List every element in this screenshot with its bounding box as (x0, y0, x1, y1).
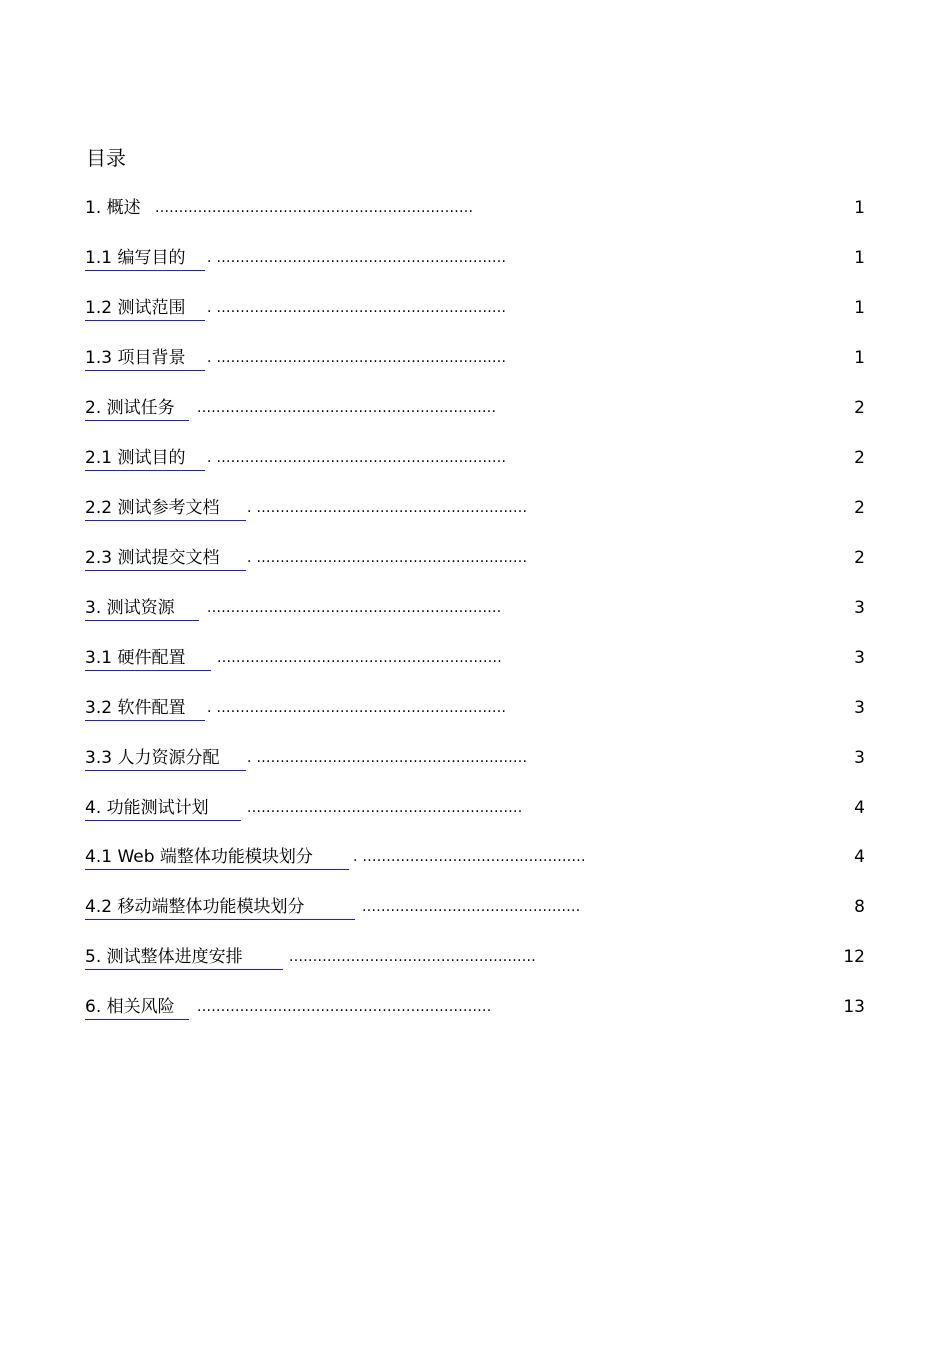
toc-entry-page-number: 1 (854, 298, 865, 318)
toc-entry-label[interactable]: 5. 测试整体进度安排 (85, 945, 283, 970)
toc-entry-page-number: 2 (854, 448, 865, 468)
toc-entry[interactable] (85, 596, 865, 620)
toc-entry-label[interactable]: 4.1 Web 端整体功能模块划分 (85, 845, 349, 870)
toc-entry (85, 196, 865, 220)
toc-entry-label[interactable]: 3. 测试资源 (85, 596, 199, 621)
toc-entry-leader-dots: ............................................................ (217, 650, 503, 666)
toc-entry-page-number: 1 (854, 198, 865, 218)
toc-entry-leader-dots: .............................................................. (197, 999, 492, 1015)
toc-entry[interactable] (85, 995, 865, 1019)
toc-entry-label[interactable]: 6. 相关风险 (85, 995, 189, 1020)
toc-entry-page-number: 3 (854, 698, 865, 718)
toc-entry-page-number: 3 (854, 598, 865, 618)
toc-entry-page-number: 3 (854, 648, 865, 668)
toc-entry-leader-dots: . ......................................................... (247, 550, 528, 566)
toc-entry[interactable] (85, 496, 865, 520)
toc-entry-page-number: 8 (854, 897, 865, 917)
toc-entry[interactable] (85, 346, 865, 370)
toc-entry-label[interactable]: 1.2 测试范围 (85, 296, 205, 321)
toc-entry-label[interactable]: 3.2 软件配置 (85, 696, 205, 721)
toc-entry-leader-dots: . ............................................................. (207, 700, 507, 716)
toc-entry-label[interactable]: 2.1 测试目的 (85, 446, 205, 471)
toc-entry-page-number: 12 (843, 947, 865, 967)
toc-entry-leader-dots: . ......................................................... (247, 500, 528, 516)
toc-entry-leader-dots: . ............................................................. (207, 250, 507, 266)
toc-entry[interactable] (85, 296, 865, 320)
toc-entry-label[interactable]: 1.1 编写目的 (85, 246, 205, 271)
toc-entry-page-number: 13 (843, 997, 865, 1017)
toc-entry-leader-dots: . ............................................................. (207, 450, 507, 466)
toc-entry-label[interactable]: 4. 功能测试计划 (85, 796, 241, 821)
toc-entry[interactable] (85, 845, 865, 869)
toc-entry-label: 1. 概述 (85, 198, 141, 218)
toc-entry-leader-dots: ............................................................... (197, 400, 497, 416)
toc-entry-label[interactable]: 2.3 测试提交文档 (85, 546, 246, 571)
toc-entry[interactable] (85, 546, 865, 570)
toc-entry[interactable] (85, 796, 865, 820)
toc-entry[interactable] (85, 746, 865, 770)
toc-entry-label[interactable]: 2. 测试任务 (85, 396, 189, 421)
toc-entry-leader-dots: .............................................. (362, 899, 581, 915)
toc-entry[interactable] (85, 945, 865, 969)
toc-entry-page-number: 2 (854, 498, 865, 518)
toc-entry-page-number: 2 (854, 548, 865, 568)
toc-entry[interactable] (85, 396, 865, 420)
toc-entry-page-number: 3 (854, 748, 865, 768)
toc-entry-leader-dots: ................................................................... (155, 200, 474, 216)
toc-entry-page-number: 4 (854, 798, 865, 818)
toc-entry-page-number: 2 (854, 398, 865, 418)
toc-entry-leader-dots: .............................................................. (207, 600, 502, 616)
toc-entry-label[interactable]: 2.2 测试参考文档 (85, 496, 246, 521)
toc-entry-label[interactable]: 4.2 移动端整体功能模块划分 (85, 895, 355, 920)
toc-entry-page-number: 1 (854, 348, 865, 368)
toc-entry[interactable] (85, 646, 865, 670)
toc-entry-label[interactable]: 3.1 硬件配置 (85, 646, 211, 671)
toc-entry-leader-dots: .......................................................... (247, 800, 523, 816)
toc-title: 目录 (86, 146, 126, 170)
toc-entry-label[interactable]: 3.3 人力资源分配 (85, 746, 246, 771)
toc-entry[interactable] (85, 696, 865, 720)
toc-entry-label[interactable]: 1.3 项目背景 (85, 346, 205, 371)
toc-entry-page-number: 1 (854, 248, 865, 268)
toc-entry-leader-dots: . ............................................................. (207, 350, 507, 366)
toc-entry[interactable] (85, 246, 865, 270)
toc-entry[interactable] (85, 895, 865, 919)
toc-entry-leader-dots: .................................................... (289, 949, 537, 965)
toc-entry[interactable] (85, 446, 865, 470)
toc-entry-leader-dots: . ............................................... (353, 849, 586, 865)
toc-entry-page-number: 4 (854, 847, 865, 867)
toc-entry-leader-dots: . ......................................................... (247, 750, 528, 766)
toc-entry-leader-dots: . ............................................................. (207, 300, 507, 316)
